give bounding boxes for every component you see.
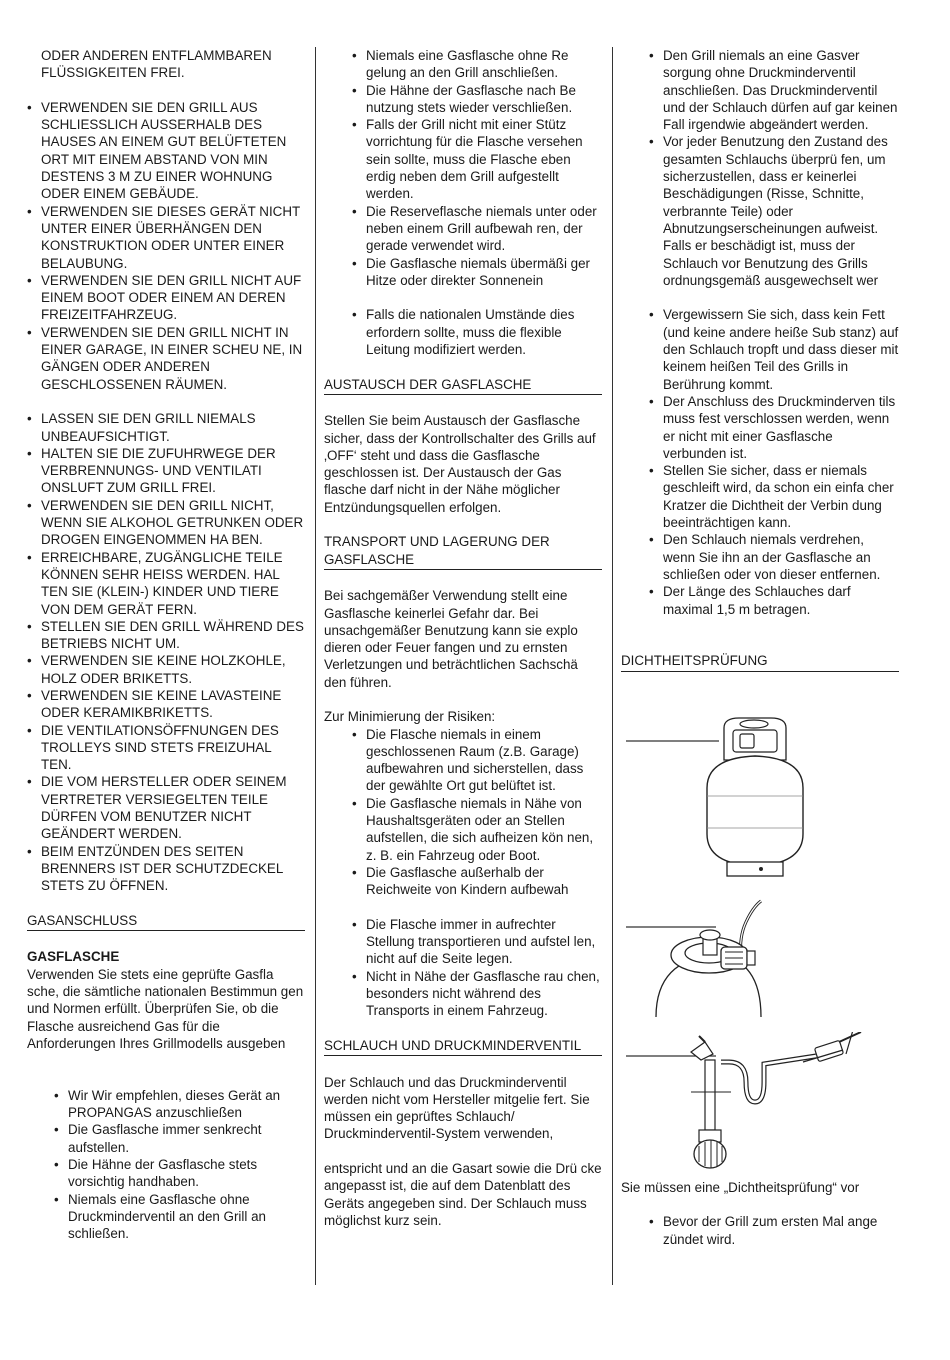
list-item: • ERREICHBARE, ZUGÄNGLICHE TEILE KÖNNEN SEHR HEISS WERDEN. HAL TEN SIE (KLEIN-) KINDER UND TIERE VON DEM GERÄT FERN. (27, 549, 305, 618)
list-item: • Die Gasflasche immer senkrecht aufstellen. (54, 1121, 305, 1156)
section-heading-transport: TRANSPORT UND LAGERUNG DER GASFLASCHE (324, 533, 602, 570)
paragraph-minimierung: Zur Minimierung der Risiken: (324, 709, 496, 725)
cylinder-list-a (352, 47, 602, 289)
list-item: • Vergewissern Sie sich, dass kein Fett (und keine andere heiße Sub stanz) auf den Schlauch tropft und dass dieser mit keinem heißen Teil des Grills in Berührung kommt. (649, 306, 899, 392)
gas-cylinder-icon (621, 716, 899, 886)
paragraph-gasflasche: Verwenden Sie stets eine geprüfte Gasfla sche, die sämtliche nationalen Bestimmun gen und Normen erfüllt. Überprüfen Sie, ob die Flasche ausreichend Gas für die Anforderungen Ihres Grillmodells ausgeben (27, 966, 304, 1051)
list-item: • VERWENDEN SIE KEINE HOLZKOHLE, HOLZ ODER BRIKETTS. (27, 652, 305, 687)
list-item: • Die Hähne der Gasflasche nach Be nutzung stets wieder verschließen. (352, 82, 602, 117)
paragraph-transport: Bei sachgemäßer Verwendung stellt eine Gasflasche keinerlei Gefahr dar. Bei unsachgemäßer Benutzung kann sie explo dieren oder Feuer fangen und zu ernsten Verletzungen und beträchtlichen Sachschä den führen. (324, 588, 578, 690)
list-item: • VERWENDEN SIE DEN GRILL NICHT AUF EINEM BOOT ODER EINEM AN DEREN FREIZEITFAHRZEUG. (27, 272, 305, 324)
hose-list-b (649, 306, 899, 617)
paragraph-schlauch-2: entspricht und an die Gasart sowie die Drü cke angepasst ist, die auf dem Datenblatt des Geräts angegeben sind. Der Schlauch muss möglichst kurz sein. (324, 1161, 602, 1228)
section-heading-gasanschluss: GASANSCHLUSS (27, 912, 305, 931)
list-item: • Vor jeder Benutzung den Zustand des gesamten Schlauchs überprü fen, um sicherzustellen, dass er keinerlei Beschädigungen (Risse, Schnitte, verbrannte Teile) oder Abnutzungserscheinungen aufweist. Falls er beschädigt ist, muss der Schlauch vor Benutzung des Grills ordnungsgemäß ausgewechselt wer (649, 133, 899, 289)
list-item: • VERWENDEN SIE KEINE LAVASTEINE ODER KERAMIKBRIKETTS. (27, 687, 305, 722)
list-item: • Bevor der Grill zum ersten Mal ange zündet wird. (649, 1213, 899, 1248)
leak-test-figures (621, 672, 899, 1179)
list-item: • Niemals eine Gasflasche ohne Re gelung an den Grill anschließen. (352, 47, 602, 82)
list-item: • Falls der Grill nicht mit einer Stütz vorrichtung für die Flasche versehen sein sollte, muss die Flasche eben erdig neben dem Grill aufgestellt werden. (352, 116, 602, 202)
list-item: • LASSEN SIE DEN GRILL NIEMALS UNBEAUFSICHTIGT. (27, 410, 305, 445)
section-heading-austausch: AUSTAUSCH DER GASFLASCHE (324, 376, 602, 395)
paragraph-dichtheit: Sie müssen eine „Dichtheitsprüfung“ vor (621, 1179, 860, 1195)
leak-test-list (649, 1213, 899, 1248)
list-item: • Die Gasflasche niemals in Nähe von Haushaltsgeräten oder an Stellen aufstellen, die sich aufheizen kön nen, z. B. ein Fahrzeug oder Boot. (352, 795, 602, 864)
list-item: • Die Gasflasche außerhalb der Reichweite von Kindern aufbewah (352, 864, 602, 899)
list-item: • Nicht in Nähe der Gasflasche rau chen, besonders nicht während des Transports in einem Fahrzeug. (352, 968, 602, 1020)
list-item: • VERWENDEN SIE DIESES GERÄT NICHT UNTER EINER ÜBERHÄNGEN DEN KONSTRUKTION ODER UNTER EINER BELAUBUNG. (27, 203, 305, 272)
list-item: • BEIM ENTZÜNDEN DES SEITEN BRENNERS IST DER SCHUTZDECKEL STETS ZU ÖFFNEN. (27, 843, 305, 895)
list-item: • Die Flasche niemals in einem geschlossenen Raum (z.B. Garage) aufbewahren und sicherstellen, dass der gewählte Ort gut belüftet ist. (352, 726, 602, 795)
list-item: • Die Gasflasche niemals übermäßi ger Hitze oder direkter Sonnenein (352, 255, 602, 290)
list-item: • VERWENDEN SIE DEN GRILL NICHT IN EINER GARAGE, IN EINER SCHEU NE, IN GÄNGEN ODER ANDEREN GESCHLOSSENEN RÄUMEN. (27, 324, 305, 393)
column-2 (324, 47, 602, 1229)
warning-list-a (27, 99, 305, 393)
hose-list-a (649, 47, 899, 289)
list-item: • Die Reserveflasche niemals unter oder neben einem Grill aufbewah ren, der gerade verwendet wird. (352, 203, 602, 255)
list-item: • Falls die nationalen Umstände dies erfordern sollte, muss die flexible Leitung modifiziert werden. (352, 306, 602, 358)
list-item: • Niemals eine Gasflasche ohne Druckminderventil an den Grill an schließen. (54, 1191, 305, 1243)
list-item: • HALTEN SIE DIE ZUFUHRWEGE DER VERBRENNUNGS- UND VENTILATI ONSLUFT ZUM GRILL FREI. (27, 445, 305, 497)
list-item: • Der Länge des Schlauches darf maximal 1,5 m betragen. (649, 583, 899, 618)
list-item: • Den Grill niemals an eine Gasver sorgung ohne Druckminderventil anschließen. Das Druckminderventil und der Schlauch dürfen auf gar keinen Fall irgendwie abgeändert werden. (649, 47, 899, 133)
column-3 (621, 47, 899, 1248)
cylinder-valve-with-regulator-icon (621, 897, 899, 1017)
column-divider-1 (315, 47, 316, 1285)
gasflasche-list (54, 1087, 305, 1243)
list-item: • Der Anschluss des Druckminderven tils muss fest verschlossen werden, wenn er nicht mit einer Gasflasche verbunden ist. (649, 393, 899, 462)
list-item: • Die Flasche immer in aufrechter Stellung transportieren und aufstel len, nicht auf die Seite legen. (352, 916, 602, 968)
continued-warning: ODER ANDEREN ENTFLAMMBAREN FLÜSSIGKEITEN FREI. (41, 48, 272, 81)
list-item: • Wir Wir empfehlen, dieses Gerät an PROPANGAS anzuschließen (54, 1087, 305, 1122)
paragraph-austausch: Stellen Sie beim Austausch der Gasflasche sicher, dass der Kontrollschalter des Grills auf ‚OFF‘ steht und dass die Gasflasche geschlossen ist. Der Austausch der Gas flasche darf nicht in der Nähe möglicher Entzündungsquellen erfolgen. (324, 413, 596, 515)
list-item: • Die Hähne der Gasflasche stets vorsichtig handhaben. (54, 1156, 305, 1191)
list-item: • STELLEN SIE DEN GRILL WÄHREND DES BETRIEBS NICHT UM. (27, 618, 305, 653)
column-1 (27, 47, 305, 1242)
list-item: • Stellen Sie sicher, dass er niemals geschleift wird, da schon ein einfa cher Kratzer die Dichtheit der Verbin dung beeinträchtigen kann. (649, 462, 899, 531)
list-item: • VERWENDEN SIE DEN GRILL AUS SCHLIESSLICH AUSSERHALB DES HAUSES AN EINEM GUT BELÜFTETEN ORT MIT EINEM ABSTAND VON MIN DESTENS 3 M ZU EINER WOHNUNG ODER EINEM GEBÄUDE. (27, 99, 305, 203)
column-divider-2 (612, 47, 613, 1285)
list-item: • DIE VOM HERSTELLER ODER SEINEM VERTRETER VERSIEGELTEN TEILE DÜRFEN VOM BENUTZER NICHT GEÄNDERT WERDEN. (27, 773, 305, 842)
hose-and-regulator-assembly-icon (621, 1032, 899, 1182)
list-item: • VERWENDEN SIE DEN GRILL NICHT, WENN SIE ALKOHOL GETRUNKEN ODER DROGEN EINGENOMMEN HA BEN. (27, 497, 305, 549)
list-item: • DIE VENTILATIONSÖFFNUNGEN DES TROLLEYS SIND STETS FREIZUHAL TEN. (27, 722, 305, 774)
section-heading-dichtheit: DICHTHEITSPRÜFUNG (621, 652, 899, 671)
paragraph-schlauch-1: Der Schlauch und das Druckminderventil werden nicht vom Hersteller mitgelie fert. Sie müssen ein geprüftes Schlauch/ Druckminderventil-System verwenden, (324, 1074, 590, 1142)
section-heading-schlauch: SCHLAUCH UND DRUCKMINDERVENTIL (324, 1037, 602, 1056)
cylinder-list-b (352, 306, 602, 358)
list-item: • Den Schlauch niemals verdrehen, wenn Sie ihn an der Gasflasche an schließen oder von dieser entfernen. (649, 531, 899, 583)
warning-list-b (27, 410, 305, 894)
sub-heading-gasflasche: GASFLASCHE (27, 949, 120, 965)
risk-list-b (352, 916, 602, 1020)
risk-list-a (352, 726, 602, 899)
